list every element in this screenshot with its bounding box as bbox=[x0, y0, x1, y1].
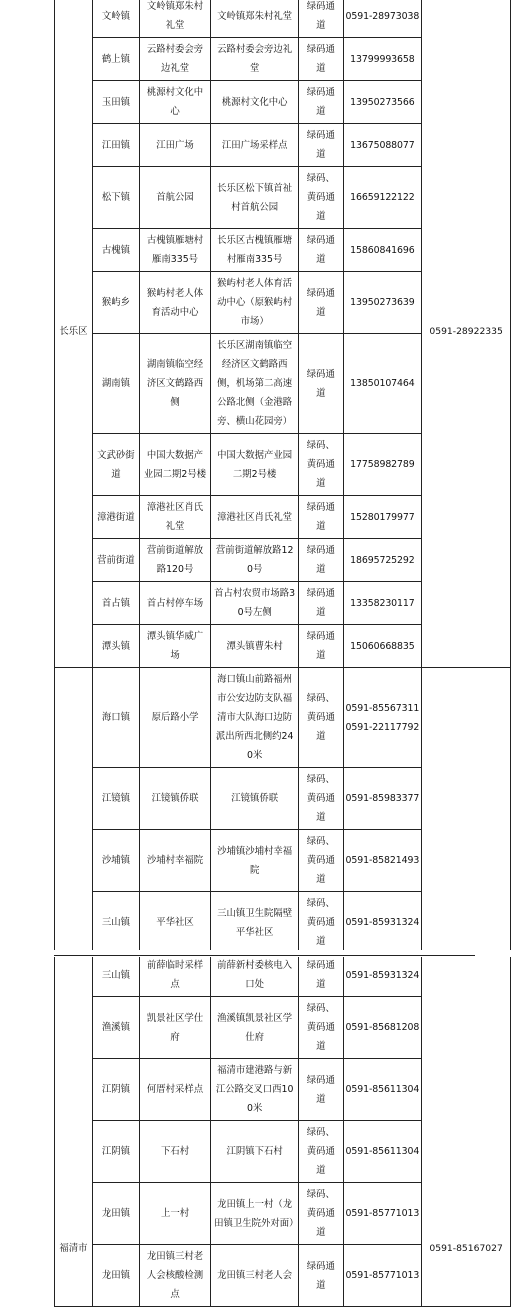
channel-cell: 绿码通道 bbox=[299, 0, 343, 38]
address-cell: 龙田镇上一村（龙田镇卫生院外对面） bbox=[211, 1183, 299, 1245]
site-cell: 潭头镇华威广场 bbox=[139, 625, 210, 668]
tel-cell: 18695725292 bbox=[343, 539, 422, 582]
site-cell: 猴屿村老人体育活动中心 bbox=[139, 272, 210, 334]
channel-cell: 绿码通道 bbox=[299, 272, 343, 334]
address-cell: 江阴镇下石村 bbox=[211, 1121, 299, 1183]
town-cell: 玉田镇 bbox=[92, 81, 139, 124]
town-cell: 渔溪镇 bbox=[92, 997, 139, 1059]
site-cell: 沙埔村幸福院 bbox=[139, 830, 210, 892]
town-cell: 龙田镇 bbox=[92, 1183, 139, 1245]
site-cell: 漳港社区肖氏礼堂 bbox=[139, 496, 210, 539]
address-cell: 福清市建港路与新江公路交叉口西100米 bbox=[211, 1059, 299, 1121]
testing-sites-table bbox=[54, 0, 511, 1307]
tel-cell: 0591-85983377 bbox=[343, 768, 422, 830]
site-cell: 云路村委会旁边礼堂 bbox=[139, 38, 210, 81]
table-row bbox=[55, 668, 511, 768]
district-name: 福清市 bbox=[55, 668, 93, 1307]
address-cell: 长乐区古槐镇雁塘村雁南335号 bbox=[211, 229, 299, 272]
address-cell: 营前街道解放路120号 bbox=[211, 539, 299, 582]
channel-cell: 绿码通道 bbox=[299, 582, 343, 625]
address-cell: 三山镇卫生院隔壁平华社区 bbox=[211, 892, 299, 954]
channel-cell: 绿码通道 bbox=[299, 81, 343, 124]
site-cell: 营前街道解放路120号 bbox=[139, 539, 210, 582]
tel-cell: 0591-85611304 bbox=[343, 1121, 422, 1183]
site-cell: 凯景社区学仕府 bbox=[139, 997, 210, 1059]
district-name: 长乐区 bbox=[55, 0, 93, 668]
site-cell: 中国大数据产业园二期2号楼 bbox=[139, 434, 210, 496]
tel-cell: 0591-85931324 bbox=[343, 954, 422, 997]
channel-cell: 绿码通道 bbox=[299, 539, 343, 582]
site-cell: 平华社区 bbox=[139, 892, 210, 954]
town-cell: 猴屿乡 bbox=[92, 272, 139, 334]
tel-cell: 0591-85611304 bbox=[343, 1059, 422, 1121]
tel-cell: 15860841696 bbox=[343, 229, 422, 272]
site-cell: 江田广场 bbox=[139, 124, 210, 167]
town-cell: 鹤上镇 bbox=[92, 38, 139, 81]
channel-cell: 绿码、黄码通道 bbox=[299, 830, 343, 892]
tel-cell: 0591-85931324 bbox=[343, 892, 422, 954]
town-cell: 江田镇 bbox=[92, 124, 139, 167]
town-cell: 首占镇 bbox=[92, 582, 139, 625]
tel-cell: 13358230117 bbox=[343, 582, 422, 625]
district-phone: 0591-28922335 bbox=[422, 0, 511, 668]
address-cell: 江田广场采样点 bbox=[211, 124, 299, 167]
channel-cell: 绿码通道 bbox=[299, 625, 343, 668]
town-cell: 文岭镇 bbox=[92, 0, 139, 38]
town-cell: 营前街道 bbox=[92, 539, 139, 582]
site-cell: 桃源村文化中心 bbox=[139, 81, 210, 124]
tel-cell: 13799993658 bbox=[343, 38, 422, 81]
address-cell: 长乐区湖南镇临空经济区文鹤路西侧，机场第二高速公路北侧（金港路旁、横山花园旁） bbox=[211, 334, 299, 434]
tel-cell: 13675088077 bbox=[343, 124, 422, 167]
town-cell: 松下镇 bbox=[92, 167, 139, 229]
address-cell: 中国大数据产业园二期2号楼 bbox=[211, 434, 299, 496]
tel-cell: 0591-28973038 bbox=[343, 0, 422, 38]
address-cell: 漳港社区肖氏礼堂 bbox=[211, 496, 299, 539]
channel-cell: 绿码、黄码通道 bbox=[299, 768, 343, 830]
address-cell: 猴屿村老人体育活动中心（原猴屿村市场） bbox=[211, 272, 299, 334]
site-cell: 江镜镇侨联 bbox=[139, 768, 210, 830]
channel-cell: 绿码通道 bbox=[299, 954, 343, 997]
table-row bbox=[55, 0, 511, 38]
channel-cell: 绿码、黄码通道 bbox=[299, 668, 343, 768]
town-cell: 古槐镇 bbox=[92, 229, 139, 272]
tel-cell: 0591-85681208 bbox=[343, 997, 422, 1059]
channel-cell: 绿码、黄码通道 bbox=[299, 1183, 343, 1245]
town-cell: 江阴镇 bbox=[92, 1121, 139, 1183]
site-cell: 首航公园 bbox=[139, 167, 210, 229]
address-cell: 海口镇山前路福州市公安边防支队福清市大队海口边防派出所西北侧约240米 bbox=[211, 668, 299, 768]
tel-cell: 15280179977 bbox=[343, 496, 422, 539]
channel-cell: 绿码通道 bbox=[299, 38, 343, 81]
town-cell: 江阴镇 bbox=[92, 1059, 139, 1121]
town-cell: 三山镇 bbox=[92, 892, 139, 954]
town-cell: 海口镇 bbox=[92, 668, 139, 768]
address-cell: 文岭镇郑朱村礼堂 bbox=[211, 0, 299, 38]
town-cell: 文武砂街道 bbox=[92, 434, 139, 496]
channel-cell: 绿码通道 bbox=[299, 229, 343, 272]
address-cell: 云路村委会旁边礼堂 bbox=[211, 38, 299, 81]
site-cell: 何厝村采样点 bbox=[139, 1059, 210, 1121]
channel-cell: 绿码通道 bbox=[299, 124, 343, 167]
tel-line: 0591-85567311 bbox=[345, 702, 420, 714]
site-cell: 上一村 bbox=[139, 1183, 210, 1245]
channel-cell: 绿码、黄码通道 bbox=[299, 167, 343, 229]
district-phone: 0591-85167027 bbox=[422, 668, 511, 1307]
tel-cell: 15060668835 bbox=[343, 625, 422, 668]
tel-cell: 0591-85771013 bbox=[343, 1245, 422, 1307]
tel-cell: 13850107464 bbox=[343, 334, 422, 434]
address-cell: 桃源村文化中心 bbox=[211, 81, 299, 124]
site-cell: 湖南镇临空经济区文鹤路西侧 bbox=[139, 334, 210, 434]
tel-cell: 13950273566 bbox=[343, 81, 422, 124]
town-cell: 龙田镇 bbox=[92, 1245, 139, 1307]
site-cell: 下石村 bbox=[139, 1121, 210, 1183]
address-cell: 首占村农贸市场路30号左侧 bbox=[211, 582, 299, 625]
site-cell: 文岭镇郑朱村礼堂 bbox=[139, 0, 210, 38]
tel-cell: 0591-85771013 bbox=[343, 1183, 422, 1245]
channel-cell: 绿码、黄码通道 bbox=[299, 1121, 343, 1183]
address-cell: 前薛新村委核电入口处 bbox=[211, 954, 299, 997]
town-cell: 江镜镇 bbox=[92, 768, 139, 830]
address-cell: 长乐区松下镇首祉村首航公园 bbox=[211, 167, 299, 229]
address-cell: 潭头镇曹朱村 bbox=[211, 625, 299, 668]
address-cell: 沙埔镇沙埔村幸福院 bbox=[211, 830, 299, 892]
table-bottom-border bbox=[54, 955, 475, 956]
channel-cell: 绿码、黄码通道 bbox=[299, 997, 343, 1059]
site-cell: 前薛临时采样点 bbox=[139, 954, 210, 997]
town-cell: 三山镇 bbox=[92, 954, 139, 997]
tel-cell: 0591-85821493 bbox=[343, 830, 422, 892]
address-cell: 江镜镇侨联 bbox=[211, 768, 299, 830]
tel-cell bbox=[343, 668, 422, 768]
town-cell: 漳港街道 bbox=[92, 496, 139, 539]
town-cell: 湖南镇 bbox=[92, 334, 139, 434]
tel-cell: 13950273639 bbox=[343, 272, 422, 334]
tel-cell: 17758982789 bbox=[343, 434, 422, 496]
site-cell: 古槐镇雁塘村雁南335号 bbox=[139, 229, 210, 272]
address-cell: 渔溪镇凯景社区学仕府 bbox=[211, 997, 299, 1059]
channel-cell: 绿码通道 bbox=[299, 496, 343, 539]
channel-cell: 绿码通道 bbox=[299, 1059, 343, 1121]
channel-cell: 绿码通道 bbox=[299, 334, 343, 434]
channel-cell: 绿码通道 bbox=[299, 1245, 343, 1307]
site-cell: 首占村停车场 bbox=[139, 582, 210, 625]
address-cell: 龙田镇三村老人会 bbox=[211, 1245, 299, 1307]
town-cell: 潭头镇 bbox=[92, 625, 139, 668]
tel-line-2: 0591-22117792 bbox=[345, 721, 420, 733]
tel-cell: 16659122122 bbox=[343, 167, 422, 229]
site-cell: 原后路小学 bbox=[139, 668, 210, 768]
channel-cell: 绿码、黄码通道 bbox=[299, 434, 343, 496]
site-cell: 龙田镇三村老人会核酸检测点 bbox=[139, 1245, 210, 1307]
channel-cell: 绿码、黄码通道 bbox=[299, 892, 343, 954]
town-cell: 沙埔镇 bbox=[92, 830, 139, 892]
